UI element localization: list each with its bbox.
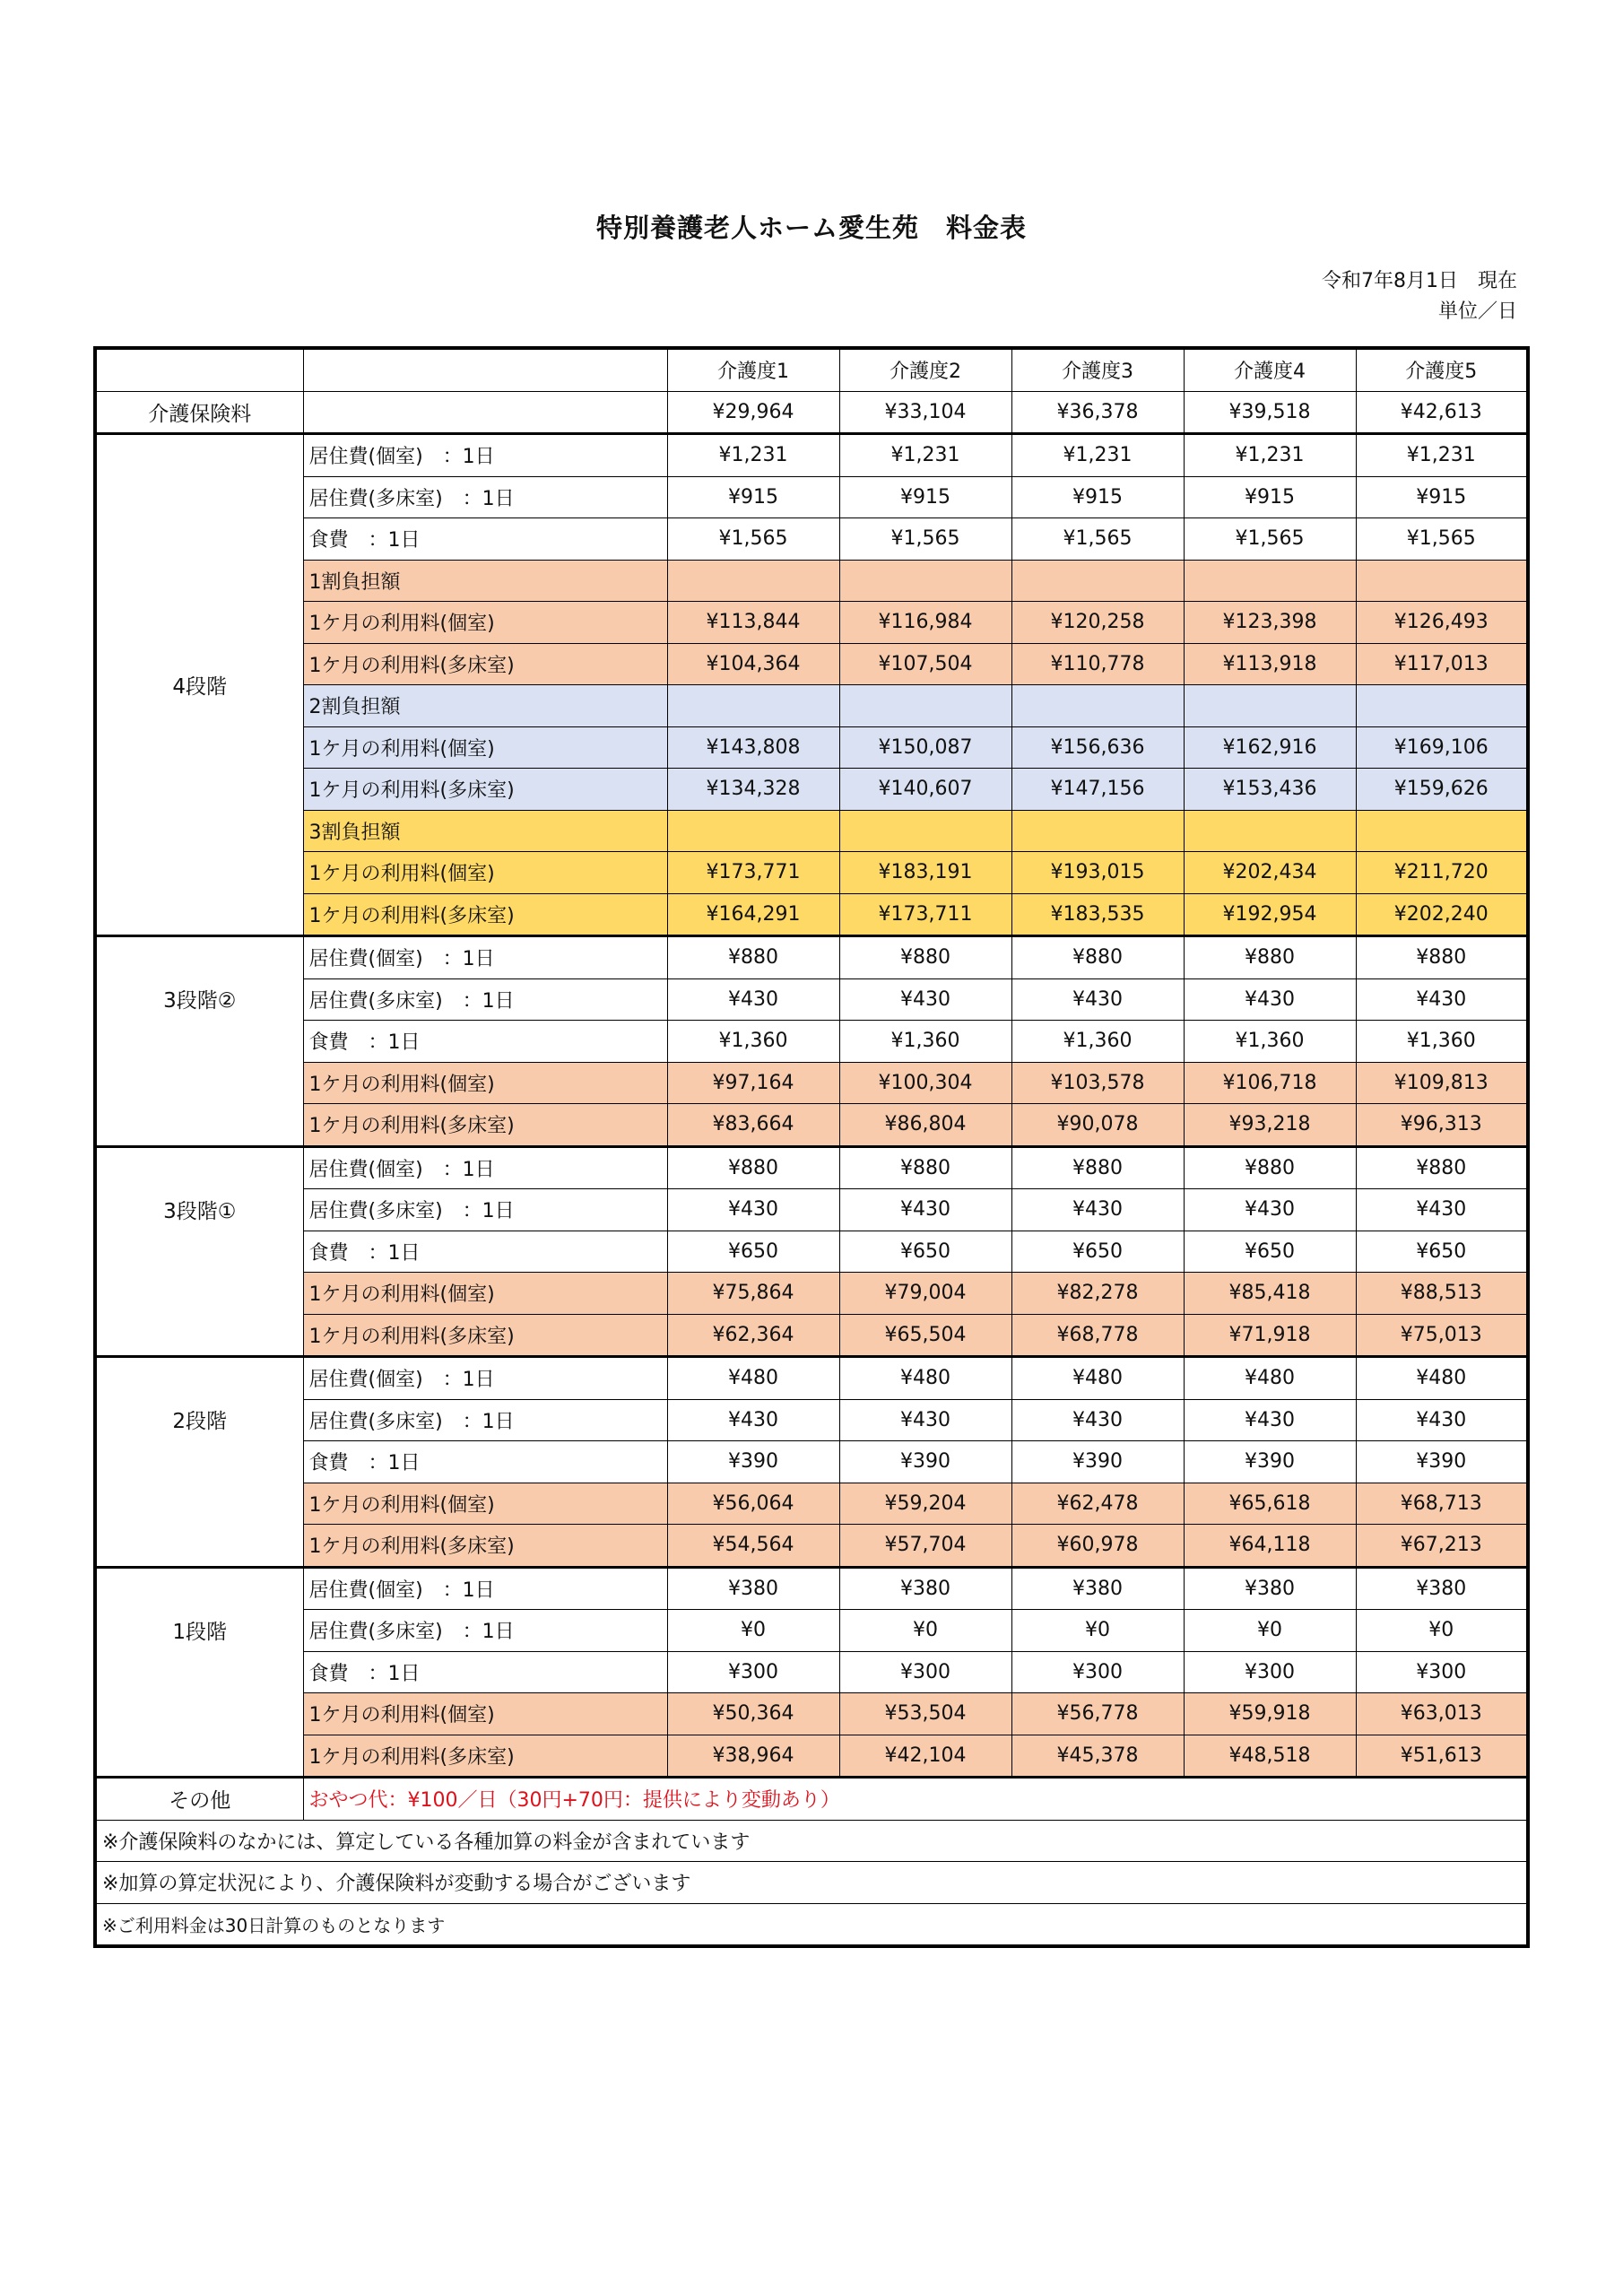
table-cell: ¥97,164 [667, 1062, 839, 1104]
table-cell: ¥42,613 [1356, 391, 1528, 434]
fee-table [93, 346, 1530, 1948]
table-cell [1011, 685, 1184, 727]
table-cell: ¥75,013 [1356, 1314, 1528, 1357]
table-cell: ¥71,918 [1184, 1314, 1356, 1357]
table-cell: ¥390 [667, 1441, 839, 1483]
table-cell: ¥86,804 [839, 1104, 1011, 1147]
stage-label: 2段階 [95, 1357, 303, 1568]
table-cell: ¥300 [1011, 1651, 1184, 1693]
table-row [95, 1651, 1528, 1693]
table-cell [1184, 685, 1356, 727]
table-cell: ¥650 [839, 1231, 1011, 1273]
table-cell: ¥1,231 [839, 434, 1011, 477]
table-cell: ¥0 [667, 1610, 839, 1652]
table-row [95, 434, 1528, 477]
table-cell: ¥480 [1356, 1357, 1528, 1400]
table-cell: ¥75,864 [667, 1273, 839, 1315]
table-row [95, 560, 1528, 602]
row-label: 食費 ：1日 [303, 1231, 667, 1273]
table-cell: ¥164,291 [667, 893, 839, 936]
table-cell: ¥0 [1184, 1610, 1356, 1652]
table-cell: ¥430 [1356, 1189, 1528, 1231]
table-cell: ¥430 [839, 1189, 1011, 1231]
table-cell: ¥480 [667, 1357, 839, 1400]
table-cell: ¥48,518 [1184, 1735, 1356, 1778]
row-label: 居住費(個室) ：1日 [303, 1146, 667, 1189]
row-label: 食費 ：1日 [303, 1441, 667, 1483]
table-cell: ¥915 [839, 476, 1011, 518]
table-cell: ¥430 [1011, 1399, 1184, 1441]
header-row [95, 348, 1528, 391]
row-label: 1ケ月の利用料(個室) [303, 1693, 667, 1735]
table-cell: ¥140,607 [839, 769, 1011, 811]
note-row [95, 1903, 1528, 1946]
table-cell: ¥109,813 [1356, 1062, 1528, 1104]
stage-label: 4段階 [95, 434, 303, 936]
table-cell: ¥430 [667, 978, 839, 1021]
table-cell [667, 810, 839, 852]
table-row [95, 1273, 1528, 1315]
table-row [95, 1021, 1528, 1063]
table-row [95, 726, 1528, 769]
row-header: その他 [95, 1778, 303, 1821]
table-cell: ¥38,964 [667, 1735, 839, 1778]
table-cell: ¥430 [1184, 1189, 1356, 1231]
row-label: 居住費(個室) ：1日 [303, 1357, 667, 1400]
table-cell: ¥880 [1011, 1146, 1184, 1189]
table-cell: ¥162,916 [1184, 726, 1356, 769]
row-label: 1ケ月の利用料(多床室) [303, 769, 667, 811]
table-cell: ¥173,711 [839, 893, 1011, 936]
table-cell: ¥915 [1356, 476, 1528, 518]
table-cell: ¥300 [1184, 1651, 1356, 1693]
table-cell: ¥1,565 [1184, 518, 1356, 561]
table-cell: ¥390 [1011, 1441, 1184, 1483]
table-cell: ¥56,064 [667, 1483, 839, 1525]
table-cell: ¥82,278 [1011, 1273, 1184, 1315]
table-cell: ¥62,364 [667, 1314, 839, 1357]
table-cell: ¥430 [839, 1399, 1011, 1441]
stage-label: 3段階② [95, 936, 303, 1147]
table-row [95, 1189, 1528, 1231]
column-header: 介護度1 [667, 348, 839, 391]
row-label: 1ケ月の利用料(多床室) [303, 1525, 667, 1568]
table-cell: ¥650 [1011, 1231, 1184, 1273]
table-cell: ¥211,720 [1356, 852, 1528, 894]
table-cell: ¥123,398 [1184, 602, 1356, 644]
table-cell: ¥113,918 [1184, 643, 1356, 685]
table-cell: ¥430 [667, 1189, 839, 1231]
table-cell: ¥1,231 [667, 434, 839, 477]
table-cell: ¥83,664 [667, 1104, 839, 1147]
table-cell: ¥430 [667, 1399, 839, 1441]
table-cell: ¥300 [839, 1651, 1011, 1693]
table-cell: ¥1,231 [1356, 434, 1528, 477]
column-header: 介護度4 [1184, 348, 1356, 391]
table-cell: ¥1,565 [667, 518, 839, 561]
table-cell: ¥1,565 [839, 518, 1011, 561]
table-cell: ¥480 [1011, 1357, 1184, 1400]
row-label: 2割負担額 [303, 685, 667, 727]
table-cell: ¥193,015 [1011, 852, 1184, 894]
table-cell [1011, 810, 1184, 852]
note-text: ※ご利用料金は30日計算のものとなります [95, 1903, 1528, 1946]
row-label: 3割負担額 [303, 810, 667, 852]
table-cell: ¥68,778 [1011, 1314, 1184, 1357]
table-cell: ¥1,565 [1356, 518, 1528, 561]
table-cell: ¥380 [1356, 1567, 1528, 1610]
table-cell: ¥96,313 [1356, 1104, 1528, 1147]
table-row [95, 685, 1528, 727]
note-text: ※介護保険料のなかには、算定している各種加算の料金が含まれています [95, 1820, 1528, 1862]
table-cell: ¥430 [1184, 1399, 1356, 1441]
table-cell: ¥153,436 [1184, 769, 1356, 811]
table-cell [1356, 685, 1528, 727]
table-cell: ¥113,844 [667, 602, 839, 644]
table-cell: ¥56,778 [1011, 1693, 1184, 1735]
table-cell: ¥650 [1184, 1231, 1356, 1273]
table-cell: ¥202,434 [1184, 852, 1356, 894]
table-cell: ¥480 [1184, 1357, 1356, 1400]
table-cell: ¥915 [1011, 476, 1184, 518]
table-row [95, 1104, 1528, 1147]
table-cell: ¥1,360 [1356, 1021, 1528, 1063]
table-cell: ¥1,360 [1011, 1021, 1184, 1063]
table-cell: ¥880 [1356, 1146, 1528, 1189]
table-cell: ¥1,360 [1184, 1021, 1356, 1063]
table-cell: ¥380 [1011, 1567, 1184, 1610]
table-cell: ¥159,626 [1356, 769, 1528, 811]
table-cell [839, 685, 1011, 727]
table-cell: ¥202,240 [1356, 893, 1528, 936]
table-row [95, 978, 1528, 1021]
row-label: 1割負担額 [303, 560, 667, 602]
row-label: 居住費(多床室) ：1日 [303, 978, 667, 1021]
table-row [95, 893, 1528, 936]
row-label: 1ケ月の利用料(個室) [303, 1062, 667, 1104]
table-cell: ¥64,118 [1184, 1525, 1356, 1568]
table-cell: ¥300 [667, 1651, 839, 1693]
row-label: 居住費(個室) ：1日 [303, 936, 667, 979]
table-cell: ¥54,564 [667, 1525, 839, 1568]
table-row [95, 1483, 1528, 1525]
table-cell: ¥192,954 [1184, 893, 1356, 936]
table-cell [1356, 560, 1528, 602]
row-label: 1ケ月の利用料(個室) [303, 602, 667, 644]
row-label: 居住費(多床室) ：1日 [303, 1399, 667, 1441]
table-cell: ¥1,360 [839, 1021, 1011, 1063]
table-row [95, 1693, 1528, 1735]
table-cell: ¥42,104 [839, 1735, 1011, 1778]
table-row [95, 391, 1528, 434]
table-cell: ¥0 [839, 1610, 1011, 1652]
table-cell: ¥650 [1356, 1231, 1528, 1273]
table-cell: ¥169,106 [1356, 726, 1528, 769]
table-cell: ¥88,513 [1356, 1273, 1528, 1315]
table-cell: ¥380 [1184, 1567, 1356, 1610]
table-cell: ¥50,364 [667, 1693, 839, 1735]
table-cell: ¥430 [1184, 978, 1356, 1021]
table-cell [1356, 810, 1528, 852]
table-cell [1184, 560, 1356, 602]
table-row [95, 769, 1528, 811]
table-row [95, 1567, 1528, 1610]
table-cell: ¥390 [1184, 1441, 1356, 1483]
column-header: 介護度5 [1356, 348, 1528, 391]
unit-label: 単位／日 [1437, 300, 1517, 323]
table-cell: ¥59,918 [1184, 1693, 1356, 1735]
table-cell: ¥1,231 [1011, 434, 1184, 477]
table-cell: ¥60,978 [1011, 1525, 1184, 1568]
table-cell [667, 560, 839, 602]
other-row [95, 1778, 1528, 1821]
table-cell: ¥1,565 [1011, 518, 1184, 561]
table-cell: ¥53,504 [839, 1693, 1011, 1735]
column-header: 介護度2 [839, 348, 1011, 391]
table-cell: ¥116,984 [839, 602, 1011, 644]
table-cell: ¥120,258 [1011, 602, 1184, 644]
table-cell [303, 391, 667, 434]
table-cell: ¥100,304 [839, 1062, 1011, 1104]
table-cell: ¥390 [839, 1441, 1011, 1483]
table-cell: ¥880 [1356, 936, 1528, 979]
row-label: 1ケ月の利用料(多床室) [303, 1735, 667, 1778]
note-row [95, 1820, 1528, 1862]
table-row [95, 852, 1528, 894]
row-label: 1ケ月の利用料(多床室) [303, 1314, 667, 1357]
row-label: 食費 ：1日 [303, 1651, 667, 1693]
table-cell: ¥1,360 [667, 1021, 839, 1063]
table-cell: ¥63,013 [1356, 1693, 1528, 1735]
row-label: 居住費(多床室) ：1日 [303, 476, 667, 518]
table-cell: ¥39,518 [1184, 391, 1356, 434]
table-row [95, 643, 1528, 685]
table-cell: ¥143,808 [667, 726, 839, 769]
table-row [95, 936, 1528, 979]
row-label: 食費 ：1日 [303, 518, 667, 561]
table-cell: ¥173,771 [667, 852, 839, 894]
stage-label: 1段階 [95, 1567, 303, 1778]
row-label: 食費 ：1日 [303, 1021, 667, 1063]
note-row [95, 1862, 1528, 1904]
table-cell: ¥67,213 [1356, 1525, 1528, 1568]
table-row [95, 518, 1528, 561]
table-cell: ¥183,535 [1011, 893, 1184, 936]
table-cell [839, 560, 1011, 602]
table-cell: ¥36,378 [1011, 391, 1184, 434]
table-cell: ¥380 [839, 1567, 1011, 1610]
table-row [95, 1610, 1528, 1652]
table-cell [1011, 560, 1184, 602]
table-cell: ¥880 [1011, 936, 1184, 979]
table-row [95, 476, 1528, 518]
table-cell [95, 348, 303, 391]
snack-fee-note: おやつ代：¥100／日（30円+70円：提供により変動あり） [303, 1778, 1528, 1821]
table-cell: ¥107,504 [839, 643, 1011, 685]
table-row [95, 602, 1528, 644]
table-cell: ¥380 [667, 1567, 839, 1610]
table-row [95, 1735, 1528, 1778]
table-cell: ¥57,704 [839, 1525, 1011, 1568]
table-row [95, 1525, 1528, 1568]
table-cell: ¥0 [1011, 1610, 1184, 1652]
table-cell: ¥110,778 [1011, 643, 1184, 685]
table-row [95, 810, 1528, 852]
table-cell: ¥0 [1356, 1610, 1528, 1652]
table-cell: ¥1,231 [1184, 434, 1356, 477]
table-cell: ¥300 [1356, 1651, 1528, 1693]
table-cell: ¥79,004 [839, 1273, 1011, 1315]
row-label: 1ケ月の利用料(個室) [303, 1483, 667, 1525]
effective-date: 令和7年8月1日 現在 [1322, 270, 1517, 292]
stage-label: 3段階① [95, 1146, 303, 1357]
row-label: 1ケ月の利用料(個室) [303, 1273, 667, 1315]
table-cell: ¥65,618 [1184, 1483, 1356, 1525]
table-cell: ¥93,218 [1184, 1104, 1356, 1147]
table-cell: ¥430 [1356, 978, 1528, 1021]
page-title: 特別養護老人ホーム愛生苑 料金表 [595, 213, 1027, 243]
table-cell: ¥880 [839, 1146, 1011, 1189]
table-cell: ¥134,328 [667, 769, 839, 811]
table-cell [1184, 810, 1356, 852]
table-cell: ¥85,418 [1184, 1273, 1356, 1315]
table-cell: ¥65,504 [839, 1314, 1011, 1357]
table-cell: ¥51,613 [1356, 1735, 1528, 1778]
table-cell [303, 348, 667, 391]
table-cell: ¥126,493 [1356, 602, 1528, 644]
table-cell: ¥880 [839, 936, 1011, 979]
table-cell: ¥430 [839, 978, 1011, 1021]
row-label: 居住費(多床室) ：1日 [303, 1189, 667, 1231]
table-row [95, 1357, 1528, 1400]
table-cell: ¥103,578 [1011, 1062, 1184, 1104]
table-row [95, 1441, 1528, 1483]
row-label: 1ケ月の利用料(個室) [303, 726, 667, 769]
table-cell: ¥915 [667, 476, 839, 518]
row-header: 介護保険料 [95, 391, 303, 434]
row-label: 居住費(個室) ：1日 [303, 1567, 667, 1610]
table-cell: ¥68,713 [1356, 1483, 1528, 1525]
table-cell: ¥183,191 [839, 852, 1011, 894]
table-cell: ¥59,204 [839, 1483, 1011, 1525]
table-cell [839, 810, 1011, 852]
row-label: 居住費(個室) ：1日 [303, 434, 667, 477]
note-text: ※加算の算定状況により、介護保険料が変動する場合がございます [95, 1862, 1528, 1904]
table-row [95, 1399, 1528, 1441]
table-cell: ¥880 [667, 1146, 839, 1189]
table-cell: ¥390 [1356, 1441, 1528, 1483]
table-cell: ¥104,364 [667, 643, 839, 685]
table-cell: ¥33,104 [839, 391, 1011, 434]
table-cell: ¥90,078 [1011, 1104, 1184, 1147]
table-cell: ¥430 [1011, 1189, 1184, 1231]
table-cell: ¥106,718 [1184, 1062, 1356, 1104]
table-cell: ¥880 [667, 936, 839, 979]
table-row [95, 1062, 1528, 1104]
table-cell: ¥880 [1184, 936, 1356, 979]
table-cell: ¥430 [1011, 978, 1184, 1021]
row-label: 1ケ月の利用料(多床室) [303, 1104, 667, 1147]
table-cell: ¥147,156 [1011, 769, 1184, 811]
table-cell: ¥430 [1356, 1399, 1528, 1441]
row-label: 1ケ月の利用料(個室) [303, 852, 667, 894]
row-label: 居住費(多床室) ：1日 [303, 1610, 667, 1652]
table-cell: ¥150,087 [839, 726, 1011, 769]
row-label: 1ケ月の利用料(多床室) [303, 643, 667, 685]
table-cell: ¥480 [839, 1357, 1011, 1400]
table-cell: ¥156,636 [1011, 726, 1184, 769]
table-cell [667, 685, 839, 727]
table-cell: ¥915 [1184, 476, 1356, 518]
table-cell: ¥880 [1184, 1146, 1356, 1189]
table-cell: ¥117,013 [1356, 643, 1528, 685]
table-cell: ¥29,964 [667, 391, 839, 434]
table-cell: ¥650 [667, 1231, 839, 1273]
table-row [95, 1146, 1528, 1189]
table-row [95, 1231, 1528, 1273]
table-cell: ¥62,478 [1011, 1483, 1184, 1525]
column-header: 介護度3 [1011, 348, 1184, 391]
table-cell: ¥45,378 [1011, 1735, 1184, 1778]
table-row [95, 1314, 1528, 1357]
row-label: 1ケ月の利用料(多床室) [303, 893, 667, 936]
